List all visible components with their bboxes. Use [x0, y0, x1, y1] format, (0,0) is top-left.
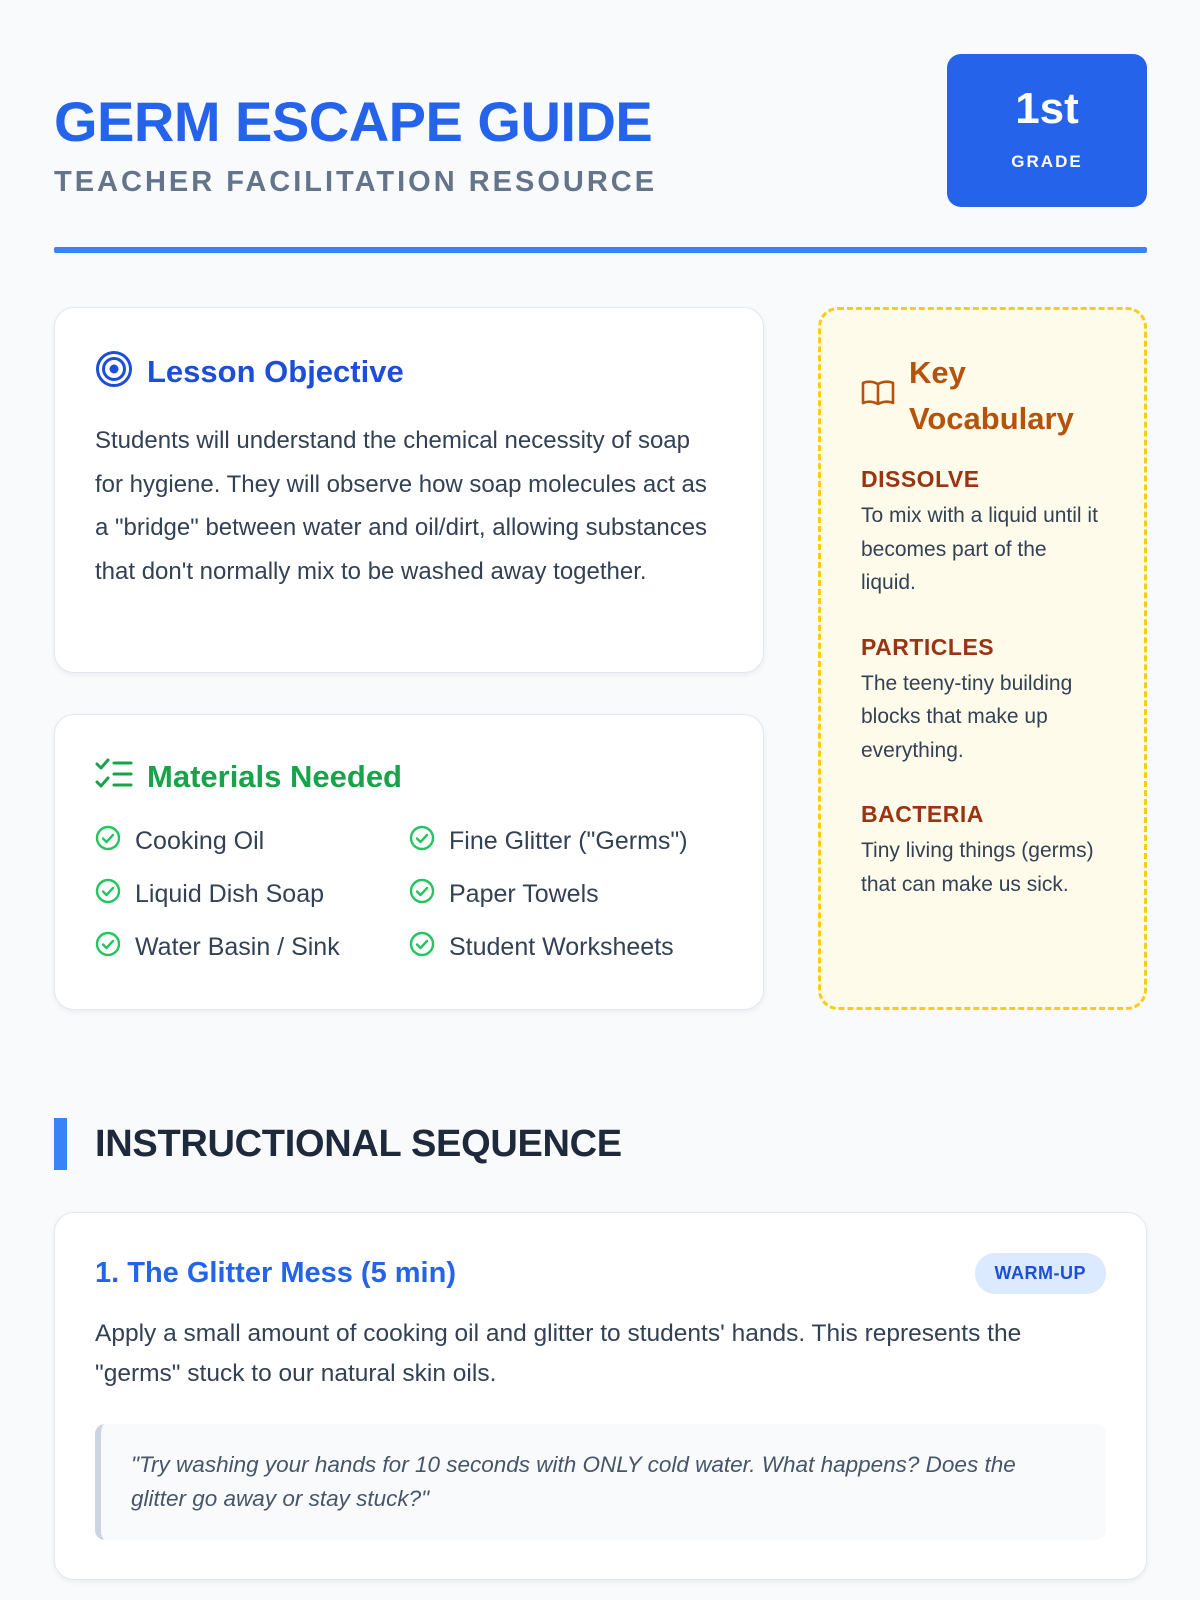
material-label: Fine Glitter ("Germs"): [449, 827, 688, 855]
material-item: [409, 826, 739, 857]
target-icon: [95, 350, 133, 393]
grade-number: 1st: [1015, 84, 1079, 133]
step-title: 1. The Glitter Mess (5 min): [95, 1257, 456, 1289]
term-definition: To mix with a liquid until it becomes part of the liquid.: [861, 504, 1098, 594]
material-item: [95, 826, 409, 857]
term-word: DISSOLVE: [861, 466, 980, 492]
material-item: [409, 879, 739, 910]
material-label: Liquid Dish Soap: [135, 880, 325, 908]
term-definition: The teeny-tiny building blocks that make up everything.: [861, 671, 1073, 762]
check-circle-icon: [409, 931, 435, 964]
vocabulary-term: [861, 801, 1104, 901]
vocabulary-card: [818, 307, 1147, 1010]
material-label: Paper Towels: [449, 880, 599, 908]
term-word: BACTERIA: [861, 801, 984, 827]
material-item: [95, 932, 409, 963]
vocabulary-term: [861, 466, 1104, 600]
lesson-objective-card: [54, 307, 764, 673]
vocabulary-term: [861, 634, 1104, 768]
header-divider: [54, 247, 1147, 253]
material-label: Water Basin / Sink: [135, 933, 340, 961]
check-circle-icon: [95, 825, 121, 858]
step-body: Apply a small amount of cooking oil and glitter to students' hands. This represents the "germs" stuck to our natural skin oils.: [95, 1320, 1022, 1387]
objective-title: Lesson Objective: [147, 353, 404, 389]
term-word: PARTICLES: [861, 633, 995, 660]
objective-text: Students will understand the chemical necessity of soap for hygiene. They will observe how soap molecules act as a "bridge" between water and oil/dirt, allowing substances that don't normally mix to be washed away together.: [95, 427, 708, 585]
sequence-title: INSTRUCTIONAL SEQUENCE: [95, 1122, 622, 1165]
vocabulary-title: Key Vocabulary: [909, 355, 1074, 436]
checklist-icon: [95, 757, 133, 796]
term-definition: Tiny living things (germs) that can make us sick.: [861, 839, 1094, 896]
material-item: [95, 879, 409, 910]
materials-title: Materials Needed: [147, 758, 402, 794]
grade-badge: [947, 54, 1147, 207]
check-circle-icon: [95, 931, 121, 964]
step-card: [54, 1212, 1147, 1580]
check-circle-icon: [409, 825, 435, 858]
check-circle-icon: [95, 878, 121, 911]
page-header: [54, 54, 1147, 254]
book-icon: [861, 379, 895, 414]
page-subtitle: TEACHER FACILITATION RESOURCE: [54, 166, 658, 198]
check-circle-icon: [409, 878, 435, 911]
material-label: Cooking Oil: [135, 827, 265, 855]
section-accent-bar: [54, 1118, 67, 1170]
material-label: Student Worksheets: [449, 933, 674, 961]
grade-label: GRADE: [1011, 152, 1083, 171]
page-title: GERM ESCAPE GUIDE: [54, 90, 653, 153]
step-tag-badge: WARM-UP: [975, 1253, 1107, 1294]
materials-card: [54, 714, 764, 1010]
step-quote: "Try washing your hands for 10 seconds with ONLY cold water. What happens? Does the glitter go away or stay stuck?": [95, 1424, 1106, 1540]
sequence-heading: [54, 1118, 622, 1170]
material-item: [409, 932, 739, 963]
